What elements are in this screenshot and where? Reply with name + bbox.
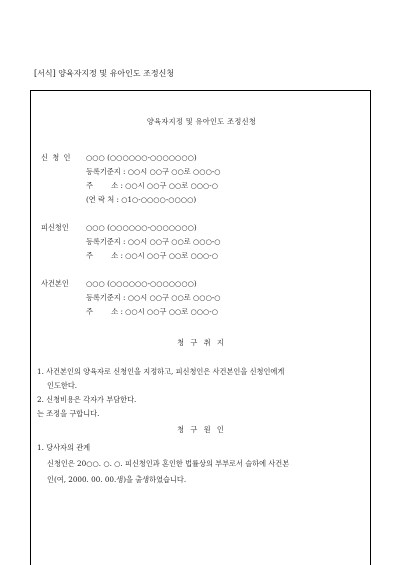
- applicant-name: ○○○ (○○○○○○-○○○○○○○): [86, 153, 197, 162]
- cause-heading: 청 구 원 인: [177, 425, 226, 434]
- respondent-registry: 등록기준지 : ○○시 ○○구 ○○로 ○○○-○: [86, 237, 221, 246]
- document-title: 양육자지정 및 유아인도 조정신청: [146, 117, 257, 126]
- respondent-name: ○○○ (○○○○○○-○○○○○○○): [86, 223, 197, 232]
- cause-subheading: 1. 당사자의 관계: [37, 443, 91, 452]
- principal-role-label: 사건본인: [41, 279, 69, 288]
- cause-body-line-2: 인(여, 2000. 00. 00.생)을 출생하였습니다.: [47, 475, 187, 484]
- claim-line-2: 2. 신청비용은 각자가 부담한다.: [37, 395, 137, 404]
- cause-body-line-1: 신청인은 20○○. ○. ○. 피신청인과 혼인한 법률상의 부부로서 슬하에 사건본: [47, 459, 290, 468]
- claim-line-3: 는 조정을 구합니다.: [37, 409, 100, 418]
- applicant-registry: 등록기준지 : ○○시 ○○구 ○○로 ○○○-○: [86, 167, 221, 176]
- principal-address: 주 소 : ○○시 ○○구 ○○로 ○○○-○: [86, 307, 218, 316]
- claim-line-1: 1. 사건본인의 양육자로 신청인을 지정하고, 피신청인은 사건본인을 신청인에게: [37, 367, 285, 376]
- principal-name: ○○○ (○○○○○○-○○○○○○○): [86, 279, 197, 288]
- claim-line-1-cont: 인도한다.: [47, 381, 78, 390]
- applicant-phone: (연 락 처 : ○1○-○○○○-○○○○): [86, 195, 197, 204]
- form-caption: [서식] 양육자지정 및 유아인도 조정신청: [34, 69, 175, 78]
- applicant-role-label: 신 청 인: [41, 153, 72, 162]
- principal-registry: 등록기준지 : ○○시 ○○구 ○○로 ○○○-○: [86, 293, 221, 302]
- claim-heading: 청 구 취 지: [177, 338, 226, 347]
- document-frame: [30, 90, 371, 565]
- respondent-address: 주 소 : ○○시 ○○구 ○○로 ○○○-○: [86, 251, 218, 260]
- applicant-address: 주 소 : ○○시 ○○구 ○○로 ○○○-○: [86, 181, 218, 190]
- respondent-role-label: 피신청인: [41, 223, 69, 232]
